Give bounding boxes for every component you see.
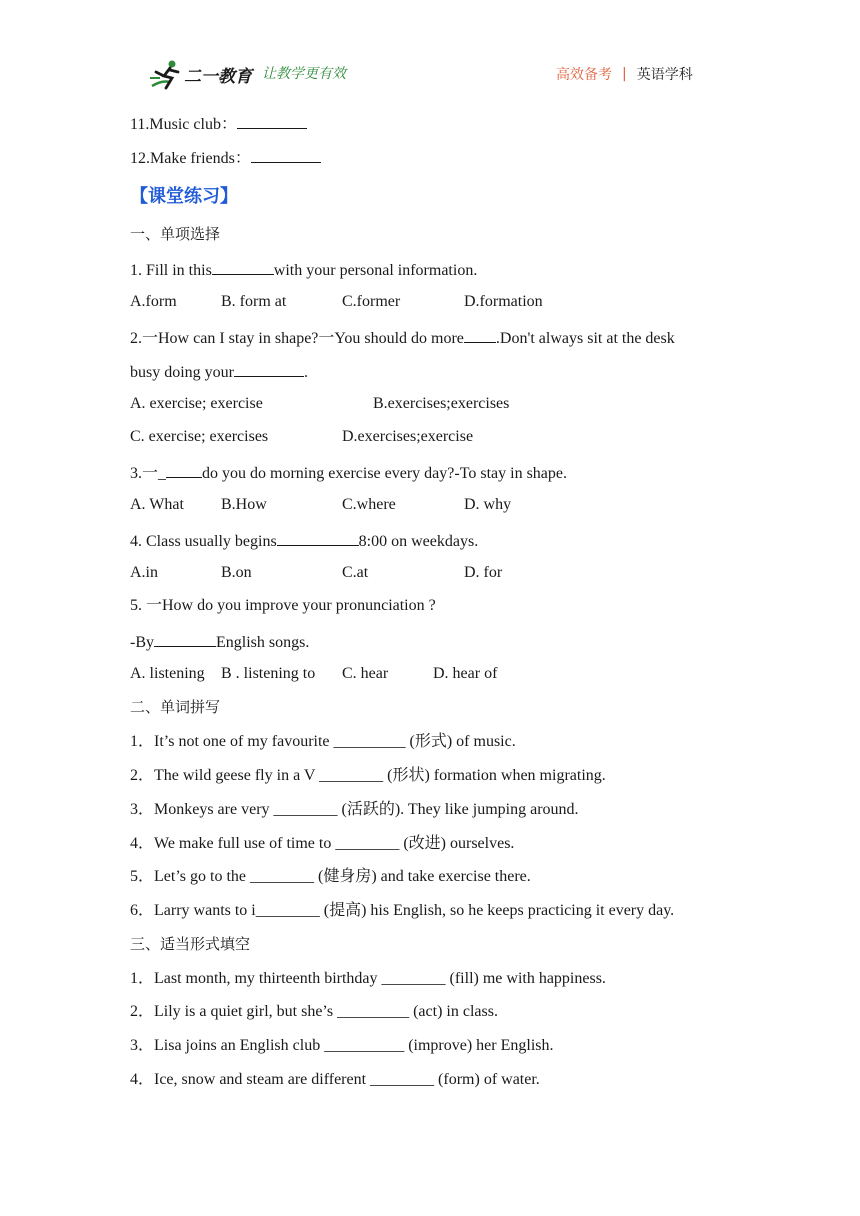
question-5: 5. 一How do you improve your pronunciation ? [130,597,436,614]
logo-text: 二一教育 [184,67,252,87]
form-item-2: 2．Lily is a quiet girl, but she’s _________ (act) in class. [130,1003,498,1020]
item-music-club: 11.Music club： [130,112,307,135]
part3-heading: 三、适当形式填空 [130,935,251,953]
slogan: 让教学更有效 [262,66,346,82]
option-a: A. listening [130,665,205,682]
option-a: A.form [130,293,177,310]
answer-blank [464,326,496,343]
spelling-item-4: 4．We make full use of time to ________ (改进) ourselves. [130,835,515,852]
question-3: 3.一_ do you do morning exercise every day?-To stay in shape. [130,461,567,484]
question-1: 1. Fill in this with your personal information. [130,258,477,281]
answer-blank [154,630,216,647]
option-c: C.where [342,496,396,513]
option-d: D.exercises;exercise [342,428,474,445]
option-d: D. for [464,564,503,581]
option-b: B.exercises;exercises [373,395,510,412]
option-c: C. hear [342,665,389,682]
subject-label: 英语学科 [636,67,693,83]
form-item-4: 4．Ice, snow and steam are different ________ (form) of water. [130,1071,540,1088]
spelling-item-6: 6．Larry wants to i________ (提高) his English, so he keeps practicing it every day. [130,902,675,919]
prep-label: 高效备考 [556,67,612,83]
answer-blank [212,258,274,275]
question-2: 2.一How can I stay in shape?一You should do more .Don't always sit at the desk [130,326,675,349]
item-make-friends: 12.Make friends： [130,146,321,169]
answer-blank [234,360,304,377]
option-d: D.formation [464,293,543,310]
question-4: 4. Class usually begins 8:00 on weekdays. [130,529,478,552]
page-header [0,0,860,100]
form-item-1: 1．Last month, my thirteenth birthday ________ (fill) me with happiness. [130,970,606,987]
spelling-item-3: 3．Monkeys are very ________ (活跃的). They like jumping around. [130,801,579,818]
option-b: B. form at [221,293,287,310]
option-a: A. exercise; exercise [130,395,263,412]
option-a: A.in [130,564,158,581]
header-separator: | [622,66,627,82]
answer-blank [251,146,321,163]
option-a: A. What [130,496,184,513]
option-c: C. exercise; exercises [130,428,269,445]
spelling-item-5: 5．Let’s go to the ________ (健身房) and take exercise there. [130,868,531,885]
logo-runner-icon [148,58,256,92]
form-item-3: 3．Lisa joins an English club __________ (improve) her English. [130,1037,554,1054]
spelling-item-1: 1．It’s not one of my favourite _________ (形式) of music. [130,733,516,750]
option-c: C.at [342,564,369,581]
question-2-cont: busy doing your . [130,360,308,383]
option-d: D. why [464,496,512,513]
answer-blank [237,112,307,129]
option-d: D. hear of [433,665,498,682]
part2-heading: 二、单词拼写 [130,698,221,716]
option-c: C.former [342,293,401,310]
header-right [556,64,693,84]
option-b: B.How [221,496,267,513]
answer-blank [277,529,359,546]
question-5-cont: -By English songs. [130,630,309,653]
option-b: B.on [221,564,252,581]
option-b: B . listening to [221,665,316,682]
answer-blank [166,461,202,478]
spelling-item-2: 2．The wild geese fly in a V ________ (形状) formation when migrating. [130,767,606,784]
part1-heading: 一、单项选择 [130,225,221,243]
section-title: 【课堂练习】 [130,186,238,207]
